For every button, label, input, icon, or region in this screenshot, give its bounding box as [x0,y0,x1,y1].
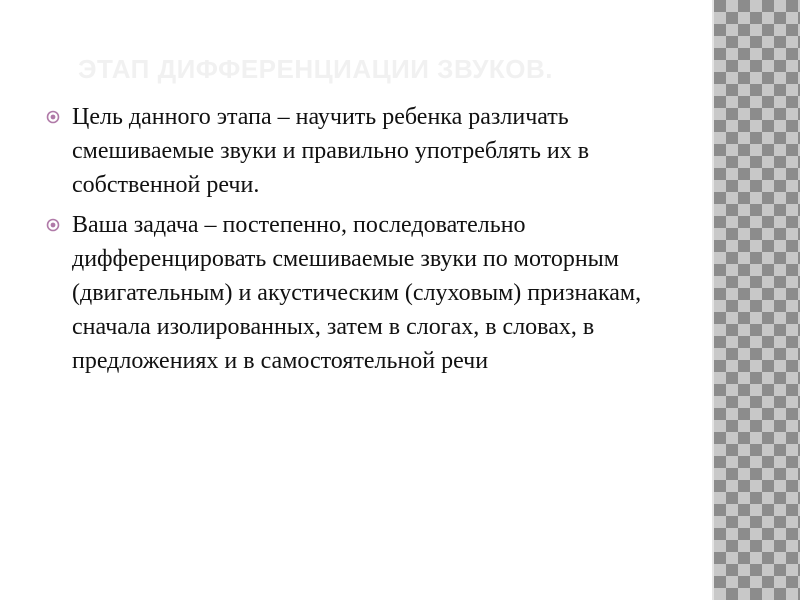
bullet-list [44,100,684,384]
list-item [44,100,684,202]
circle-bullet-icon [46,110,60,124]
bullet-text: Цель данного этапа – научить ребенка различать смешиваемые звуки и правильно употреблять их в собственной речи. [72,104,590,198]
circle-bullet-icon [46,218,60,232]
list-item [44,208,684,378]
bullet-text: Ваша задача – постепенно, последовательно дифференцировать смешиваемые звуки по моторным (двигательным) и акустическим (слуховым) признакам, сначала изолированных, затем в слогах, в словах, в предложениях и в самостоятельной речи [72,212,642,374]
decorative-side-pattern [714,0,800,600]
slide-title: ЭТАП ДИФФЕРЕНЦИАЦИИ ЗВУКОВ. [78,54,554,84]
